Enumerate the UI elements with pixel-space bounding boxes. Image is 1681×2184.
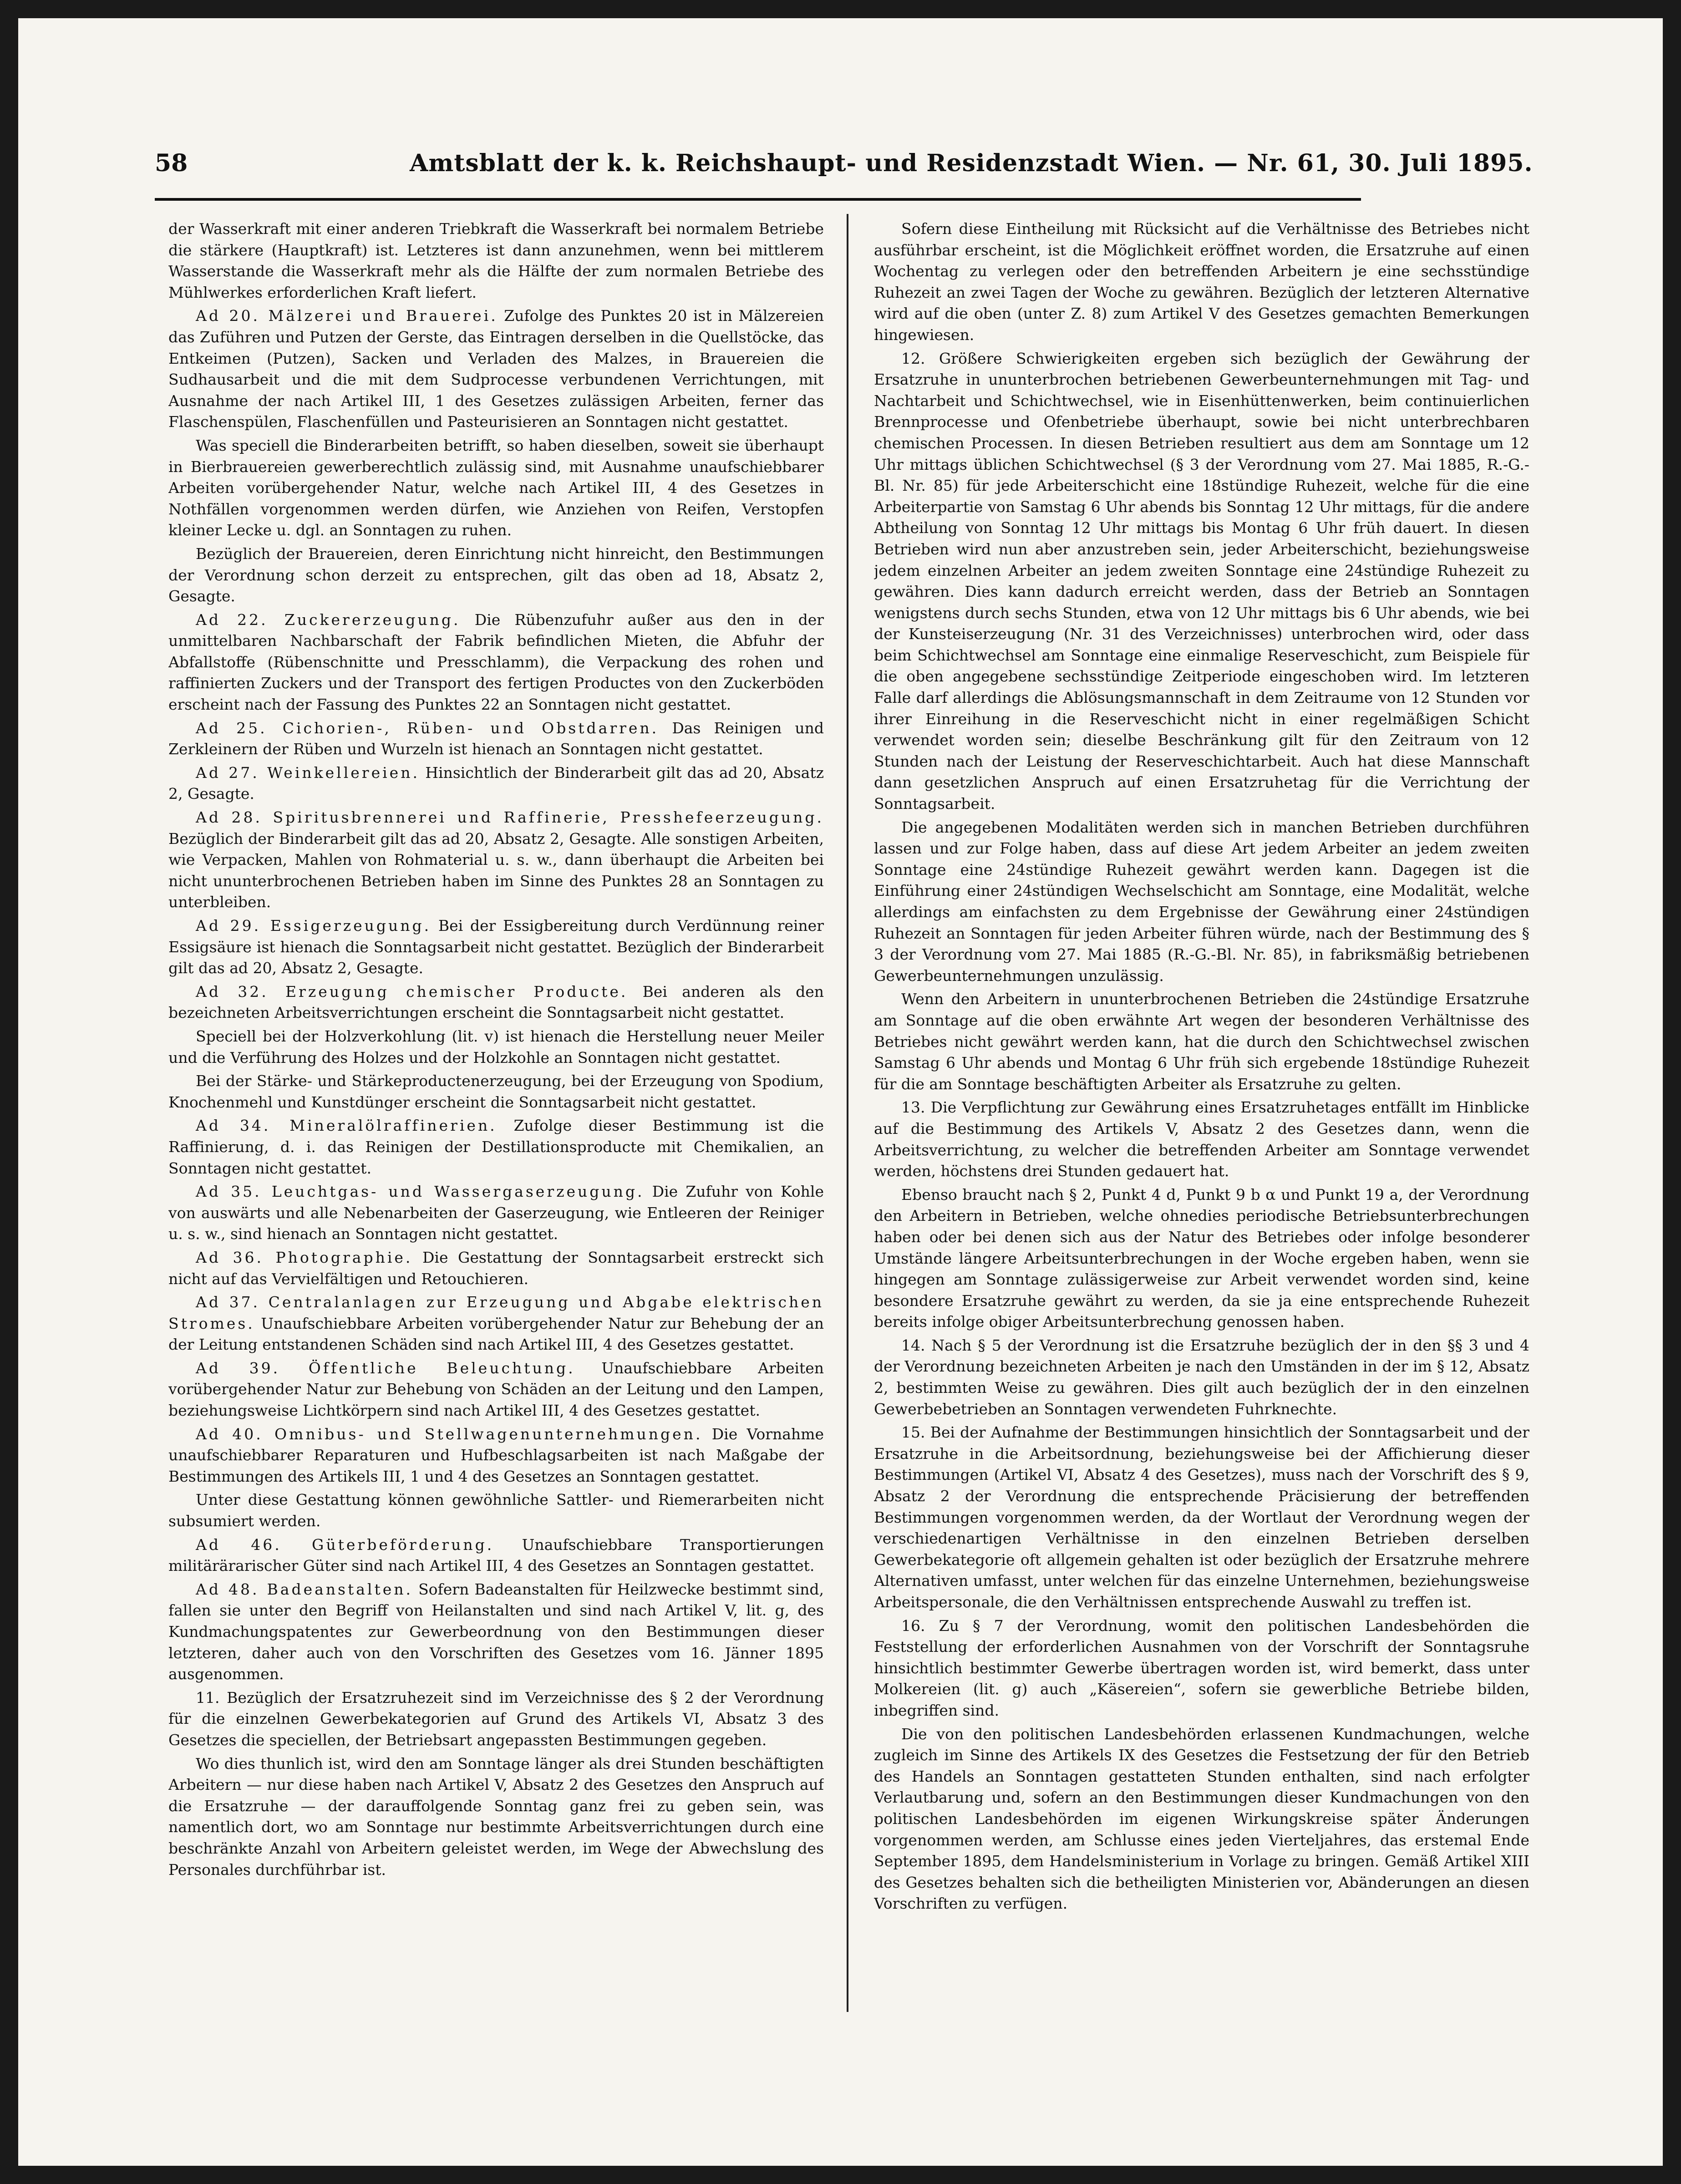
paragraph-text: Bei der Stärke- und Stärkeproductenerzeugung, bei der Erzeugung von Spodium, Knochenmehl und Kunstdünger erscheint die Sonntagsarbeit nicht gestattet. bbox=[168, 1072, 824, 1111]
paragraph bbox=[168, 1071, 824, 1113]
paragraph bbox=[168, 1292, 824, 1356]
paragraph-heading: Ad 40. Omnibus- und Stellwagenunternehmungen. bbox=[196, 1425, 703, 1443]
paragraph bbox=[168, 762, 824, 805]
paragraph-heading: Ad 37. Centralanlagen zur Erzeugung und Abgabe elektrischen Stromes. bbox=[168, 1293, 824, 1332]
paragraph-text: Unaufschiebbare Arbeiten vorübergehender Natur zur Behebung der an der Leitung entstandenen Schäden sind nach Artikel III, 4 des Gesetzes gestattet. bbox=[168, 1314, 824, 1354]
paragraph-text: Unaufschiebbare Transportierungen militärärarischer Güter sind nach Artikel III, 4 des Gesetzes an Sonntagen gestattet. bbox=[168, 1535, 824, 1575]
paragraph-text: Bezüglich der Brauereien, deren Einrichtung nicht hinreicht, den Bestimmungen der Verordnung schon derzeit zu entsprechen, gilt das oben ad 18, Absatz 2, Gesagte. bbox=[168, 544, 824, 605]
paragraph-heading: Ad 35. Leuchtgas- und Wassergaserzeugung. bbox=[196, 1183, 645, 1201]
paragraph bbox=[874, 348, 1529, 815]
paragraph bbox=[168, 807, 824, 913]
paragraph bbox=[168, 1026, 824, 1068]
paragraph-text: Wo dies thunlich ist, wird den am Sonntage länger als drei Stunden beschäftigten Arbeitern — nur diese haben nach Artikel V, Absatz 2 des Gesetzes den Anspruch auf die Ersatzruhe — der darauffolgende Sonntag ganz frei zu geben sein, was namentlich dort, wo am Sonntage nur bestimmte Arbeitsverrichtungen durch eine beschränkte Anzahl von Arbeitern geleistet werden, im Wege der Abwechslung des Personales durchführbar ist. bbox=[168, 1754, 824, 1879]
paragraph-text: Die Vornahme unaufschiebbarer Reparaturen und Hufbeschlagsarbeiten ist nach Maßgabe der Bestimmungen des Artikels III, 1 und 4 des Gesetzes an Sonntagen gestattet. bbox=[168, 1425, 824, 1485]
paragraph bbox=[168, 1579, 824, 1685]
paragraph-text: Unter diese Gestattung können gewöhnliche Sattler- und Riemerarbeiten nicht subsumiert werden. bbox=[168, 1491, 824, 1530]
paragraph bbox=[168, 1534, 824, 1577]
paragraph bbox=[168, 435, 824, 541]
paragraph-text: 14. Nach § 5 der Verordnung ist die Ersatzruhe bezüglich der in den §§ 3 und 4 der Verordnung bezeichneten Arbeiten je nach den Umständen in der im § 12, Absatz 2, bestimmten Weise zu gewähren. Dies gilt auch bezüglich der in den einzelnen Gewerbebetrieben an Sonntagen verwendeten Fuhrknechte. bbox=[874, 1336, 1529, 1418]
right-column bbox=[874, 218, 1529, 2021]
paragraph-text: 12. Größere Schwierigkeiten ergeben sich bezüglich der Gewährung der Ersatzruhe in ununterbrochen betriebenen Gewerbeunternehmungen mit Tag- und Nachtarbeit und Schichtwechsel, wie in Eisenhüttenwerken, beim continuierlichen Brennprocesse und Ofenbetriebe überhaupt, sowie bei nicht unterbrechbaren chemischen Processen. In diesen Betrieben resultiert aus dem am Sonntage um 12 Uhr mittags üblichen Schichtwechsel (§ 3 der Verordnung vom 27. Mai 1885, R.-G.-Bl. Nr. 85) für jede Arbeiterschicht eine 18stündige Ruhezeit, welche für die eine Arbeiterpartie von Samstag 6 Uhr abends bis Sonntag 12 Uhr mittags, für die andere Abtheilung von Sonntag 12 Uhr mittags bis Montag 6 Uhr früh dauert. In diesen Betrieben wird nun aber anzustreben sein, jeder Arbeiterschicht, beziehungsweise jedem einzelnen Arbeiter an jedem zweiten Sonntage eine 24stündige Ruhezeit zu gewähren. Dies kann dadurch erreicht werden, dass der Betrieb an Sonntagen wenigstens durch sechs Stunden, etwa von 12 Uhr mittags bis 6 Uhr abends, wie bei der Kunsteiserzeugung (Nr. 31 des Verzeichnisses) unterbrochen wird, oder dass beim Schichtwechsel am Sonntage eine einmalige Reserveschicht, zum Beispiele für die oben angegebene sechsstündige Zeitperiode eingeschoben wird. Im letzteren Falle darf allerdings die Ablösungsmannschaft in dem Zeitraume von 12 Stunden vor ihrer Einreihung in die Reserveschicht nicht in einer regelmäßigen Schicht verwendet worden sein; dieselbe Beschränkung gilt für den Zeitraum von 12 Stunden nach der Leistung der Reserveschichtarbeit. Auch hat diese Mannschaft dann gesetzlichen Anspruch auf einen Ersatzruhetag für die Verrichtung der Sonntagsarbeit. bbox=[874, 349, 1529, 813]
paragraph-text: Das Reinigen und Zerkleinern der Rüben und Wurzeln ist hienach an Sonntagen nicht gestattet. bbox=[168, 719, 824, 758]
paragraph-text: Die Gestattung der Sonntagsarbeit erstreckt sich nicht auf das Vervielfältigen und Retouchieren. bbox=[168, 1248, 824, 1288]
paragraph-text: Was speciell die Binderarbeiten betrifft, so haben dieselben, soweit sie überhaupt in Bierbrauereien gewerberechtlich zulässig sind, mit Ausnahme unaufschiebbarer Arbeiten vorübergehender Natur, welche nach Artikel III, 4 des Gesetzes in Nothfällen vorgenommen werden dürfen, wie Anziehen von Reifen, Verstopfen kleiner Lecke u. dgl. an Sonntagen zu ruhen. bbox=[168, 436, 824, 539]
page-number: 58 bbox=[155, 149, 188, 177]
paragraph-heading: Ad 25. Cichorien-, Rüben- und Obstdarren. bbox=[196, 719, 659, 737]
paragraph bbox=[168, 609, 824, 716]
paragraph-text: Hinsichtlich der Binderarbeit gilt das ad 20, Absatz 2, Gesagte. bbox=[168, 763, 824, 803]
paragraph-heading: Ad 20. Mälzerei und Brauerei. bbox=[196, 307, 498, 325]
paragraph-heading: Ad 48. Badeanstalten. bbox=[196, 1580, 413, 1598]
paragraph-heading: Ad 27. Weinkellereien. bbox=[196, 763, 420, 782]
paragraph bbox=[874, 817, 1529, 987]
paragraph-text: der Wasserkraft mit einer anderen Triebkraft die Wasserkraft bei normalem Betriebe die stärkere (Hauptkraft) ist. Letzteres ist dann anzunehmen, wenn bei mittlerem Wasserstande die Wasserkraft mehr als die Hälfte der zum normalen Betriebe des Mühlwerkes erforderlichen Kraft liefert. bbox=[168, 220, 824, 301]
paragraph-text: Zufolge des Punktes 20 ist in Mälzereien das Zuführen und Putzen der Gerste, das Eintragen derselben in die Quellstöcke, das Entkeimen (Putzen), Sacken und Verladen des Malzes, in Brauereien die Sudhausarbeit und die mit dem Sudprocesse verbundenen Verrichtungen, mit Ausnahme der nach Artikel III, 1 des Gesetzes zulässigen Arbeiten, ferner das Flaschenspülen, Flaschenfüllen und Pasteurisieren an Sonntagen nicht gestattet. bbox=[168, 307, 824, 431]
paragraph-text: Die angegebenen Modalitäten werden sich in manchen Betrieben durchführen lassen und zur Folge haben, dass auf diese Art jedem Arbeiter an jedem zweiten Sonntage eine 24stündige Ruhezeit gewährt werden kann. Dagegen ist die Einführung einer 24stündigen Wechselschicht am Sonntage, eine Modalität, welche allerdings am einfachsten zu dem Ergebnisse der Gewährung einer 24stündigen Ruhezeit an Sonntagen für jeden Arbeiter führen würde, nach der Bestimmung des § 3 der Verordnung vom 27. Mai 1885 (R.-G.-Bl. Nr. 85), in fabriksmäßig betriebenen Gewerbeunternehmungen unzulässig. bbox=[874, 818, 1529, 985]
paragraph-text: Sofern Badeanstalten für Heilzwecke bestimmt sind, fallen sie unter den Begriff von Heilanstalten und sind nach Artikel V, lit. g, des Kundmachungspatentes zur Gewerbeordnung von den Bestimmungen dieser letzteren, daher auch von den Vorschriften des Gesetzes vom 16. Jänner 1895 ausgenommen. bbox=[168, 1580, 824, 1683]
paragraph bbox=[168, 915, 824, 979]
page-title: Amtsblatt der k. k. Reichshaupt- und Residenzstadt Wien. — Nr. 61, 30. Juli 1895. bbox=[410, 149, 1533, 177]
paragraph bbox=[874, 1184, 1529, 1333]
paragraph bbox=[168, 718, 824, 760]
paragraph-text: Bei der Essigbereitung durch Verdünnung reiner Essigsäure ist hienach die Sonntagsarbeit nicht gestattet. Bezüglich der Binderarbeit gilt das ad 20, Absatz 2, Gesagte. bbox=[168, 917, 824, 977]
paragraph-text: Speciell bei der Holzverkohlung (lit. v) ist hienach die Herstellung neuer Meiler und die Verführung des Holzes und der Holzkohle an Sonntagen nicht gestattet. bbox=[168, 1027, 824, 1067]
paragraph bbox=[168, 1424, 824, 1488]
paragraph-text: Zufolge dieser Bestimmung ist die Raffinierung, d. i. das Reinigen der Destillationsproducte mit Chemikalien, an Sonntagen nicht gestattet. bbox=[168, 1117, 824, 1177]
paragraph bbox=[168, 1687, 824, 1751]
paragraph bbox=[874, 1724, 1529, 1915]
paragraph-heading: Ad 34. Mineralölraffinerien. bbox=[196, 1117, 497, 1135]
paragraph bbox=[874, 1615, 1529, 1722]
paragraph bbox=[874, 1097, 1529, 1182]
paragraph bbox=[168, 543, 824, 607]
paragraph bbox=[874, 1335, 1529, 1420]
paragraph-heading: Ad 46. Güterbeförderung. bbox=[196, 1535, 494, 1554]
paragraph-text: 16. Zu § 7 der Verordnung, womit den politischen Landesbehörden die Feststellung der erforderlichen Ausnahmen von der Vorschrift der Sonntagsruhe hinsichtlich bestimmter Gewerbe übertragen worden ist, wird bemerkt, dass unter Molkereien (lit. g) auch „Käsereien“, sofern sie gewerbliche Betriebe bilden, inbegriffen sind. bbox=[874, 1616, 1529, 1719]
paragraph-text: 15. Bei der Aufnahme der Bestimmungen hinsichtlich der Sonntagsarbeit und der Ersatzruhe in die Arbeitsordnung, beziehungsweise bei der Affichierung dieser Bestimmungen (Artikel VI, Absatz 4 des Gesetzes), muss nach der Vorschrift des § 9, Absatz 2 der Verordnung die entsprechende Präcisierung der betreffenden Bestimmungen vorgenommen werden, da der Wortlaut der Verordnung wegen der verschiedenartigen Verhältnisse in den einzelnen Betrieben derselben Gewerbekategorie oft allgemein gehalten ist oder bezüglich der Ersatzruhe mehrere Alternativen umfasst, unter welchen für das einzelne Unternehmen, beziehungsweise Arbeitspersonale, die den Verhältnissen entsprechende Auswahl zu treffen ist. bbox=[874, 1423, 1529, 1611]
left-column bbox=[168, 218, 824, 2021]
paragraph bbox=[874, 1422, 1529, 1613]
paragraph bbox=[874, 218, 1529, 346]
paragraph bbox=[168, 1358, 824, 1422]
paragraph-text: Unaufschiebbare Arbeiten vorübergehender Natur zur Behebung von Schäden an der Leitung und den Lampen, beziehungsweise Lichtkörpern sind nach Artikel III, 4 des Gesetzes gestattet. bbox=[168, 1359, 824, 1420]
paragraph bbox=[168, 1181, 824, 1245]
paragraph-heading: Ad 22. Zuckererzeugung. bbox=[196, 610, 461, 629]
paragraph-text: Bei anderen als den bezeichneten Arbeitsverrichtungen erscheint die Sonntagsarbeit nicht gestattet. bbox=[168, 982, 824, 1022]
paragraph-text: Die Rübenzufuhr außer aus den in der unmittelbaren Nachbarschaft der Fabrik befindlichen Mieten, die Abfuhr der Abfallstoffe (Rübenschnitte und Presschlamm), die Verpackung des rohen und raffinierten Zuckers und der Transport des fertigen Productes von den Zuckerböden erscheint nach der Fassung des Punktes 22 an Sonntagen nicht gestattet. bbox=[168, 610, 824, 714]
paragraph-text: 11. Bezüglich der Ersatzruhezeit sind im Verzeichnisse des § 2 der Verordnung für die einzelnen Gewerbekategorien auf Grund des Artikels VI, Absatz 3 des Gesetzes die speciellen, der Betriebsart angepassten Bestimmungen gegeben. bbox=[168, 1688, 824, 1749]
header-rule bbox=[155, 198, 1361, 201]
paragraph-text: Die von den politischen Landesbehörden erlassenen Kundmachungen, welche zugleich im Sinne des Artikels IX des Gesetzes die Festsetzung der für den Betrieb des Handels an Sonntagen gestatteten Stunden enthalten, sind nach erfolgter Verlautbarung und, sofern an den Bestimmungen dieser Kundmachungen von den politischen Landesbehörden im eigenen Wirkungskreise später Änderungen vorgenommen werden, am Schlusse eines jeden Vierteljahres, das erstemal Ende September 1895, dem Handelsministerium in Vorlage zu bringen. Gemäß Artikel XIII des Gesetzes behalten sich die betheiligten Ministerien vor, Abänderungen an diesen Vorschriften zu verfügen. bbox=[874, 1725, 1529, 1913]
paragraph bbox=[168, 1753, 824, 1881]
paragraph-heading: Ad 28. Spiritusbrennerei und Raffinerie, Presshefeerzeugung. bbox=[196, 808, 824, 827]
column-divider bbox=[847, 214, 848, 2012]
page-header bbox=[155, 141, 1533, 196]
paragraph bbox=[168, 1247, 824, 1290]
paragraph bbox=[168, 1115, 824, 1179]
paragraph-text: Ebenso braucht nach § 2, Punkt 4 d, Punkt 9 b α und Punkt 19 a, der Verordnung den Arbeitern in Betrieben, welche ohnedies periodische Betriebsunterbrechungen haben oder bei denen sich aus der Natur des Betriebes oder infolge besonderer Umstände längere Arbeitsunterbrechungen in der Woche ergeben haben, wenn sie hingegen am Sonntage zulässigerweise zur Arbeit verwendet worden sind, keine besondere Ersatzruhe gewährt zu werden, da sie ja eine entsprechende Ruhezeit bereits infolge obiger Arbeitsunterbrechung genossen haben. bbox=[874, 1185, 1529, 1331]
paragraph bbox=[168, 218, 824, 303]
paragraph-text: Bezüglich der Binderarbeit gilt das ad 20, Absatz 2, Gesagte. Alle sonstigen Arbeiten, wie Verpacken, Mahlen von Rohmaterial u. s. w., dann überhaupt die Arbeiten bei nicht ununterbrochenen Betrieben haben im Sinne des Punktes 28 an Sonntagen zu unterbleiben. bbox=[168, 829, 824, 911]
paragraph-heading: Ad 32. Erzeugung chemischer Producte. bbox=[196, 982, 628, 1001]
paragraph-text: Die Zufuhr von Kohle von auswärts und alle Nebenarbeiten der Gaserzeugung, wie Entleeren der Reiniger u. s. w., sind hienach an Sonntagen nicht gestattet. bbox=[168, 1183, 824, 1243]
paragraph-heading: Ad 36. Photographie. bbox=[196, 1248, 413, 1266]
paragraph-heading: Ad 29. Essigerzeugung. bbox=[196, 917, 432, 935]
paragraph-text: 13. Die Verpflichtung zur Gewährung eines Ersatzruhetages entfällt im Hinblicke auf die Bestimmung des Artikels V, Absatz 2 des Gesetzes dann, wenn die Arbeitsverrichtung, zu welcher die betreffenden Arbeiter am Sonntage verwendet werden, höchstens drei Stunden gedauert hat. bbox=[874, 1098, 1529, 1180]
paragraph-text: Wenn den Arbeitern in ununterbrochenen Betrieben die 24stündige Ersatzruhe am Sonntage auf die oben erwähnte Art wegen der besonderen Verhältnisse des Betriebes nicht gewährt werden kann, hat die durch den Schichtwechsel zwischen Samstag 6 Uhr abends und Montag 6 Uhr früh sich ergebende 18stündige Ruhezeit für die am Sonntage beschäftigten Arbeiter als Ersatzruhe zu gelten. bbox=[874, 990, 1529, 1093]
paragraph-heading: Ad 39. Öffentliche Beleuchtung. bbox=[196, 1359, 575, 1377]
paragraph bbox=[168, 1489, 824, 1532]
paragraph bbox=[168, 305, 824, 433]
paragraph bbox=[874, 989, 1529, 1095]
paragraph bbox=[168, 981, 824, 1024]
paragraph-text: Sofern diese Eintheilung mit Rücksicht auf die Verhältnisse des Betriebes nicht ausführbar erscheint, ist die Möglichkeit eröffnet worden, die Ersatzruhe auf einen Wochentag zu verlegen oder den betreffenden Arbeitern je eine sechsstündige Ruhezeit an zwei Tagen der Woche zu gewähren. Bezüglich der letzteren Alternative wird auf die oben (unter Z. 8) zum Artikel V des Gesetzes gemachten Bemerkungen hingewiesen. bbox=[874, 220, 1529, 344]
document-page bbox=[18, 18, 1663, 2166]
